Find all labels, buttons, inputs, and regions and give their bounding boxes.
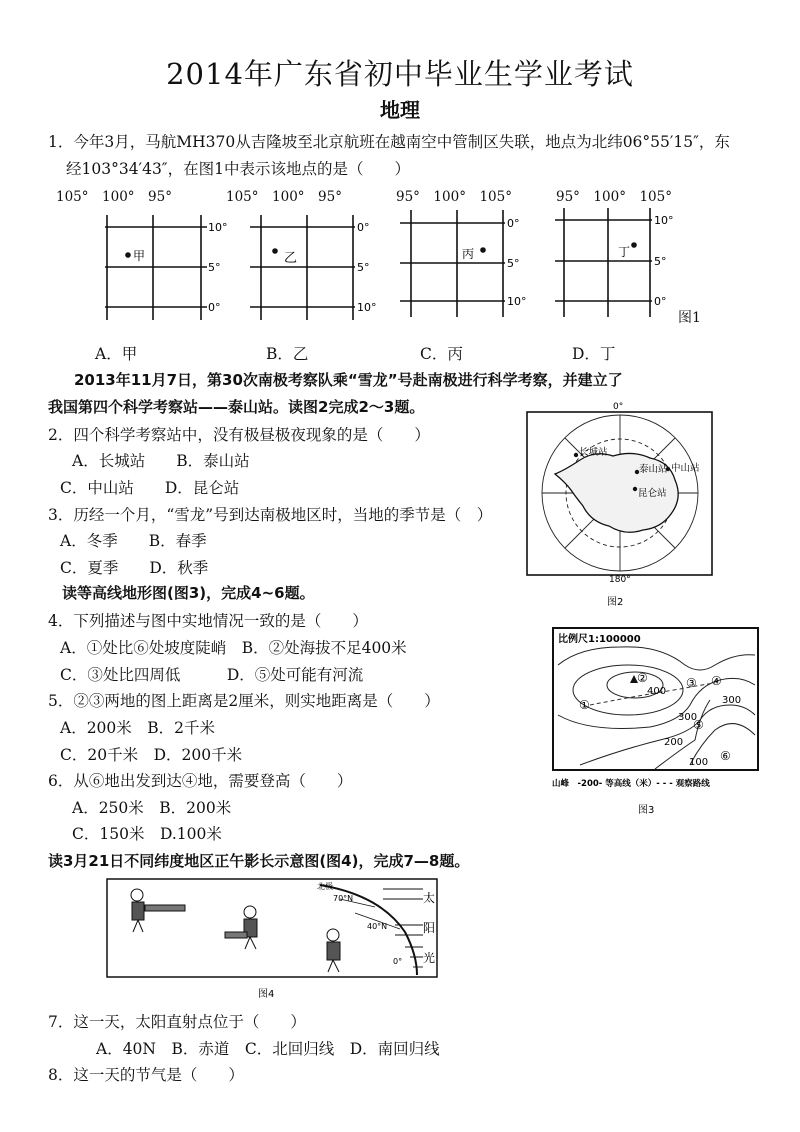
fig3-contour-200: 200: [664, 737, 684, 748]
fig3-contour-400: 400: [647, 686, 667, 697]
q5-stem: 5．②③两地的图上距离是2厘米，则实地距离是（ ）: [48, 692, 440, 710]
q7-stem: 7．这一天，太阳直射点位于（ ）: [48, 1013, 306, 1031]
intro-4-6: 读等高线地形图(图3)，完成4~6题。: [62, 584, 315, 602]
map3-longitude-labels: 95° 100° 105°: [396, 189, 512, 205]
fig3-point-2: ②: [637, 671, 648, 685]
fig4-shadow-diagram: [105, 877, 450, 1002]
q6-options-ab: A．250米 B．200米: [72, 799, 232, 817]
fig3-point-5: ⑤: [693, 718, 704, 732]
q5-options-cd: C．20千米 D．200千米: [60, 746, 243, 764]
map4-lat-mid: 5°: [654, 255, 667, 268]
fig3-scale: 比例尺1:100000: [558, 634, 641, 645]
map3-lat-top: 0°: [507, 217, 520, 230]
map4-longitude-labels: 95° 100° 105°: [556, 189, 672, 205]
map2-longitude-labels: 105° 100° 95°: [226, 189, 342, 205]
map2-lat-top: 0°: [357, 221, 370, 234]
map4-lat-top: 10°: [654, 214, 674, 227]
intro-2-3-line1: 2013年11月7日，第30次南极考察队乘“雪龙”号赴南极进行科学考察，并建立了: [74, 371, 623, 389]
map1-point: [125, 252, 131, 258]
map2-point: [272, 248, 278, 254]
fig1-label: 图1: [678, 310, 701, 326]
map4-point-label: 丁: [618, 245, 631, 259]
q2-options-ab: A．长城站 B．泰山站: [72, 452, 250, 470]
map3-lat-mid: 5°: [507, 257, 520, 270]
map1-grid: [95, 210, 235, 325]
fig2-label: 图2: [607, 597, 624, 608]
station-zhongshan-label: 中山站: [671, 463, 700, 474]
map3-lat-bottom: 10°: [507, 295, 527, 308]
fig3-contour-100: 100: [689, 757, 709, 768]
map4-lat-bottom: 0°: [654, 295, 667, 308]
fig3-point-1: ①: [579, 698, 590, 712]
fig4-person-70n: [131, 889, 185, 932]
q2-stem: 2．四个科学考察站中，没有极昼极夜现象的是（ ）: [48, 426, 430, 444]
fig3-label: 图3: [638, 805, 655, 816]
q2-options-cd: C．中山站 D．昆仑站: [60, 479, 240, 497]
fig4-person-40n: [225, 906, 257, 949]
map3-grid: [395, 205, 535, 325]
sun-char-2: 阳: [423, 921, 436, 935]
map1-point-label: 甲: [133, 249, 146, 263]
q1-option-d: D．丁: [572, 345, 616, 363]
fig2-top-meridian: 0°: [613, 402, 624, 412]
q4-options-ab: A．①处比⑥处坡度陡峭 B．②处海拔不足400米: [60, 639, 407, 657]
station-taishan-label: 泰山站: [639, 464, 668, 475]
sun-char-1: 太: [423, 891, 436, 905]
intro-7-8: 读3月21日不同纬度地区正午影长示意图(图4)，完成7—8题。: [48, 852, 470, 870]
fig3-contour-300-mid: 300: [678, 712, 698, 723]
fig2-antarctica-map: [525, 400, 720, 610]
fig3-legend: 山峰 -200- 等高线（米）- - - 观察路线: [552, 779, 710, 789]
q6-options-cd: C．150米 D.100米: [72, 825, 222, 843]
q3-options-ab: A．冬季 B．春季: [60, 532, 207, 550]
q1-stem-line2: 经103°34′43″，在图1中表示该地点的是（ ）: [66, 160, 410, 178]
map1-lat-top: 10°: [208, 221, 228, 234]
q4-options-cd: C．③处比四周低 D．⑤处可能有河流: [60, 666, 364, 684]
exam-title: 2014年广东省初中毕业生学业考试: [166, 57, 634, 91]
q6-stem: 6．从⑥地出发到达④地，需要登高（ ）: [48, 772, 353, 790]
fig4-north-pole: 北极: [317, 882, 333, 891]
intro-2-3-line2: 我国第四个科学考察站——泰山站。读图2完成2～3题。: [48, 398, 425, 416]
fig4-lat-40: 40°N: [367, 922, 388, 931]
fig4-label: 图4: [258, 989, 275, 1000]
station-kunlun-dot: [633, 487, 637, 491]
station-kunlun-label: 昆仑站: [638, 488, 667, 499]
q7-options: A．40N B．赤道 C．北回归线 D．南回归线: [96, 1040, 440, 1058]
q4-stem: 4．下列描述与图中实地情况一致的是（ ）: [48, 612, 368, 630]
fig2-bottom-meridian: 180°: [609, 575, 631, 585]
sun-char-3: 光: [423, 951, 436, 965]
map2-lat-mid: 5°: [357, 261, 370, 274]
q3-stem: 3．历经一个月，“雪龙”号到达南极地区时，当地的季节是（ ）: [48, 506, 493, 524]
map4-point: [631, 242, 637, 248]
fig3-point-6: ⑥: [720, 749, 731, 763]
q1-option-b: B．乙: [266, 345, 309, 363]
map1-lat-bottom: 0°: [208, 301, 221, 314]
map2-grid: [245, 210, 385, 325]
map3-point-label: 丙: [462, 247, 475, 261]
map1-lat-mid: 5°: [208, 261, 221, 274]
q8-stem: 8．这一天的节气是（ ）: [48, 1066, 244, 1084]
q1-stem-line1: 1．今年3月，马航MH370从吉隆坡至北京航班在越南空中管制区失联，地点为北纬06°55′15″，东: [48, 133, 730, 151]
q1-option-c: C．丙: [420, 345, 463, 363]
map4-grid: [550, 205, 690, 325]
station-changcheng-label: 长城站: [579, 447, 608, 458]
q3-options-cd: C．夏季 D．秋季: [60, 559, 209, 577]
map3-point: [480, 247, 486, 253]
map2-point-label: 乙: [284, 251, 298, 266]
fig4-person-equator: [327, 929, 340, 972]
fig4-lat-0: 0°: [393, 957, 403, 966]
fig3-point-3: ③: [686, 676, 697, 690]
map2-lat-bottom: 10°: [357, 301, 377, 314]
subject-heading: 地理: [380, 98, 420, 122]
q5-options-ab: A．200米 B．2千米: [60, 719, 216, 737]
fig3-contour-map: [550, 625, 765, 820]
fig3-point-4: ④: [711, 674, 722, 688]
station-changcheng-dot: [574, 453, 578, 457]
fig3-contour-300-right: 300: [722, 695, 742, 706]
map1-longitude-labels: 105° 100° 95°: [56, 189, 172, 205]
fig4-lat-70: 70°N: [333, 894, 354, 903]
q1-option-a: A．甲: [95, 345, 138, 363]
